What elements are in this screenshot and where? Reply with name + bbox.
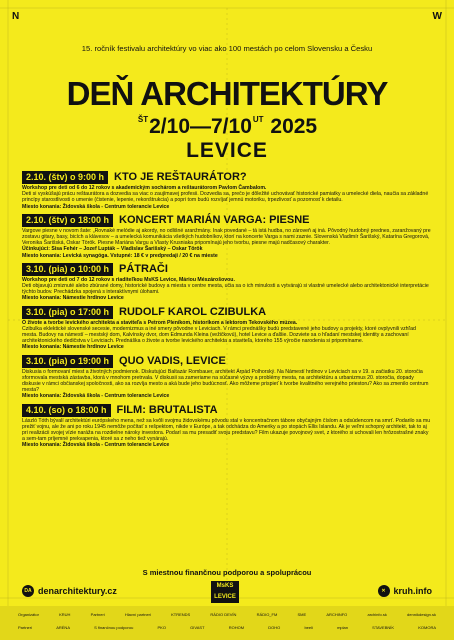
- festival-year: 2025: [270, 115, 318, 138]
- event-item: [22, 354, 432, 400]
- sponsor-logo: DOHO: [268, 625, 281, 630]
- sponsor-logo: mplan: [337, 625, 348, 630]
- event-location: Miesto konania: Námestie hrdinov Levice: [22, 295, 124, 302]
- event-time: 3.10. (pia) o 19:00 h: [22, 355, 113, 368]
- sponsor-logo: RÁDIO DEVÍN: [210, 612, 237, 617]
- sponsor-logo: PKO: [157, 625, 166, 630]
- corner-mark-top-right: W: [432, 11, 442, 22]
- sponsor-logo: ROHOM: [228, 625, 245, 630]
- sponsor-logos-row-1: [18, 612, 436, 617]
- event-description: László Tóth bývalí architektúri európskeho mena, než sa kvôli svojmu židovskému pôvodu stal v koncentračnom tábore obyčajným číslom a odsúdencom na smrť. Podarilo sa mu prežiť vojnu, ale že ani po roku 1945 nemôže počítať s rešpektom, nikde v Európe, a tak odchádza do Ameriky a po stopách Ellis Islandu. Ak je veľmi schopný architekt, tak to aj pri realizácii svojej vízie naráža na rozdielne nároky investora. Podarí sa mu presadiť svoju predstavu? Film ukazuje povojnový svet, z ktorého si uchovali len hrôzostrašné znaky a sem-tam príjemné prekvapenia, ktoré sa z neho tiež vynárajú.: [22, 417, 431, 443]
- kruh-icon: ✕: [378, 585, 390, 597]
- event-description: Deti objavujú zmiznuté alebo zbúrané domy, historické budovy a miesta v centre mesta, učia sa o ich minulosti a vytvárajú si vlastné umelecké alebo architektonické interpretácie týchto budov. Prechádzka spojená s interaktívnymi úlohami.: [22, 283, 429, 296]
- sponsor-logo: KTRENDS: [171, 612, 191, 617]
- event-location: Miesto konania: Levická synagóga. Vstupné: 18 € v predpredaji / 20 € na mieste: [22, 252, 218, 259]
- sponsor-logo: denníkdesign.sk: [407, 612, 436, 617]
- sponsor-logo: archinfo.sk: [367, 612, 387, 617]
- mks-levice-logo: MsKS LEVICE: [211, 581, 239, 603]
- end-weekday: UT: [252, 115, 264, 124]
- event-item: [22, 305, 432, 351]
- event-subtitle: Workshop pre deti od 6 do 12 rokov s akademickým sochárom a reštaurátorom Pavlom Čambalom.: [22, 185, 267, 191]
- event-time: 3.10. (pia) o 10:00 h: [22, 263, 113, 276]
- site-link-left[interactable]: DA denarchitektury.cz: [22, 585, 117, 597]
- city-name: LEVICE: [186, 139, 268, 162]
- sponsor-logo: Hlavní partneri: [124, 612, 151, 617]
- event-location: Miesto konania: Námestie hrdinov Levice: [22, 344, 124, 351]
- event-time: 3.10. (pia) o 17:00 h: [22, 306, 113, 319]
- event-subtitle: O živote a tvorbe levického architekta a staviteľa s Petrom Pleníkom, historikom a lektorom Tekovského múzea.: [22, 319, 298, 326]
- festival-dates: [0, 116, 454, 138]
- event-program: [22, 170, 432, 452]
- event-description: Vargove piesne v novom šate: „Rovnaké melódie aj akordy, no odlišné aranžmány. Inak povedané – tá istá hudba, no zároveň aj iná. Pôvodný hudobný prednes, zaranžovaný pre zostavu gitary, basy, bicích a klávesov – a umelecká komunikácia všetkých hudobníkov, ktorí na koncerte Varga s nami zaznie. Slovenská Vladimír Šarišský, Katarína Gregorová, Veronika Šarišská, Oskar Török. Piesne Mariána Vargu a Vlasty Krusniaka pripomínajú jeho tvorbu, piesne majú nadčasový charakter.: [22, 227, 431, 247]
- corner-mark-top-left: N: [12, 11, 20, 22]
- start-weekday: ŠT: [137, 115, 149, 124]
- event-location: Miesto konania: Židovská škola - Centrum tolerancie Levice: [22, 203, 170, 210]
- sponsor-logo: STAVEBNÍK: [372, 625, 395, 630]
- event-time: 2.10. (štv) o 18:00 h: [22, 214, 113, 227]
- da-badge-icon: DA: [22, 585, 34, 597]
- sponsor-logos-row-2: [18, 625, 436, 630]
- sponsor-logo: SME: [297, 612, 307, 617]
- date-range: 2/10—7/10: [149, 115, 252, 138]
- event-location: Miesto konania: Židovská škola - Centrum tolerancie Levice: [22, 393, 170, 400]
- festival-tagline: 15. ročník festivalu architektúry vo viac ako 100 mestách po celom Slovensku a Česku: [81, 44, 373, 53]
- event-performers: Účinkujúci: Sisa Fehér – Jozef Lupták – Vladislav Šarišský – Oskar Török: [22, 246, 203, 253]
- sponsor-logo: RÁDIO_FM: [256, 612, 278, 617]
- event-title: KONCERT MARIÁN VARGA: PIESNE: [119, 213, 310, 226]
- sponsor-logo: GIVAST: [190, 625, 205, 630]
- event-description: Diskusia o formovaní miest a životných podmienok. Diskutujúci Baltazár Rombauer, architekt Árpád Polhorský. Na Námestí hrdinov v Leviciach sa v 19. a začiatku 20. storočia sformovala mestská zástavba, ktorá v mnohom pretrvala. V diskusii sa zameriame na súčasné výzvy a problémy mesta, na architektúru a urbanizmus 20. storočia, dopady diskusie v rámci občianskej spoločnosti, ako sa rozvíja mesto a aká bude jeho budúcnosť. Ako môžeme prispieť k tvorbe kvalitného verejného priestoru? Ako sa zmenilo centrum mesta?: [22, 368, 429, 394]
- sponsor-logo: Organizátor: [18, 612, 39, 617]
- event-subtitle: Workshop pre deti od 7 do 12 rokov s riaditeľkou MsKS Levice, Máriou Mészárošovou.: [22, 276, 235, 283]
- event-item: [22, 170, 432, 210]
- sponsor-logo: KRUH: [59, 612, 71, 617]
- event-title: PÁTRAČI: [119, 262, 168, 275]
- sponsor-logo: ARCHINFO: [326, 612, 348, 617]
- sponsor-logo: Partneri: [90, 612, 105, 617]
- event-time: 2.10. (štv) o 9:00 h: [22, 171, 108, 184]
- event-time: 4.10. (so) o 18:00 h: [22, 404, 111, 417]
- sponsor-logo: Partneri: [18, 625, 33, 630]
- support-statement: S miestnou finančnou podporou a spoluprácou: [142, 568, 312, 577]
- event-item: [22, 262, 432, 302]
- event-item: [22, 213, 432, 259]
- event-item: [22, 403, 432, 449]
- event-title: FILM: BRUTALISTA: [116, 403, 218, 416]
- event-description: Czibulka eklektické slovenské secesie, modernizmus a iné smery pôvodne v Leviciach. V rámci prednášky budú predstavené jeho budovy a projekty, ktoré ovplyvnili vzhľad mesta. Budovy na námestí – mestský dom, Kalvínsky dvor, dom Edmunda Kleina (vežičkovú), hotel Levice a ďalšie. Dozviete sa o hľadaní mestskej identity a zachovaní architektonického dedičstva v Leviciach. Prednáška o živote a tvorbe levického architekta a staviteľa, ktorého 155 výročie narodenia si pripomíname.: [22, 325, 416, 345]
- sponsor-logo: ARĖNA: [56, 625, 70, 630]
- sponsor-logo: beeli: [304, 625, 313, 630]
- site-link-right[interactable]: ✕ kruh.info: [378, 585, 433, 597]
- event-title: QUO VADIS, LEVICE: [119, 354, 226, 367]
- event-description: Deti si vyskúšajú prácu reštaurátora a dozvedia sa viac o zaujímavej profesii. Dozvedia sa, prečo je dôležité uchovávať historické pamiatky a umelecké diela, naučia sa základné princípy starostlivosti o umenie (čistenie, lepenie, rekonštrukcia) a popri tom budú rozvíjať jemnú motoriku, trpezlivosť a pozornosť k detailu.: [22, 191, 429, 204]
- festival-title: DEŇ ARCHITEKTÚRY: [66, 75, 388, 112]
- sponsor-logo: S finančnou podporou: [94, 625, 134, 630]
- event-title: RUDOLF KAROL CZIBULKA: [119, 305, 267, 318]
- event-title: KTO JE REŠTAURÁTOR?: [114, 171, 247, 183]
- event-location: Miesto konania: Židovská škola - Centrum tolerancie Levice: [22, 442, 170, 449]
- sponsor-logo: KOMORA: [418, 625, 436, 630]
